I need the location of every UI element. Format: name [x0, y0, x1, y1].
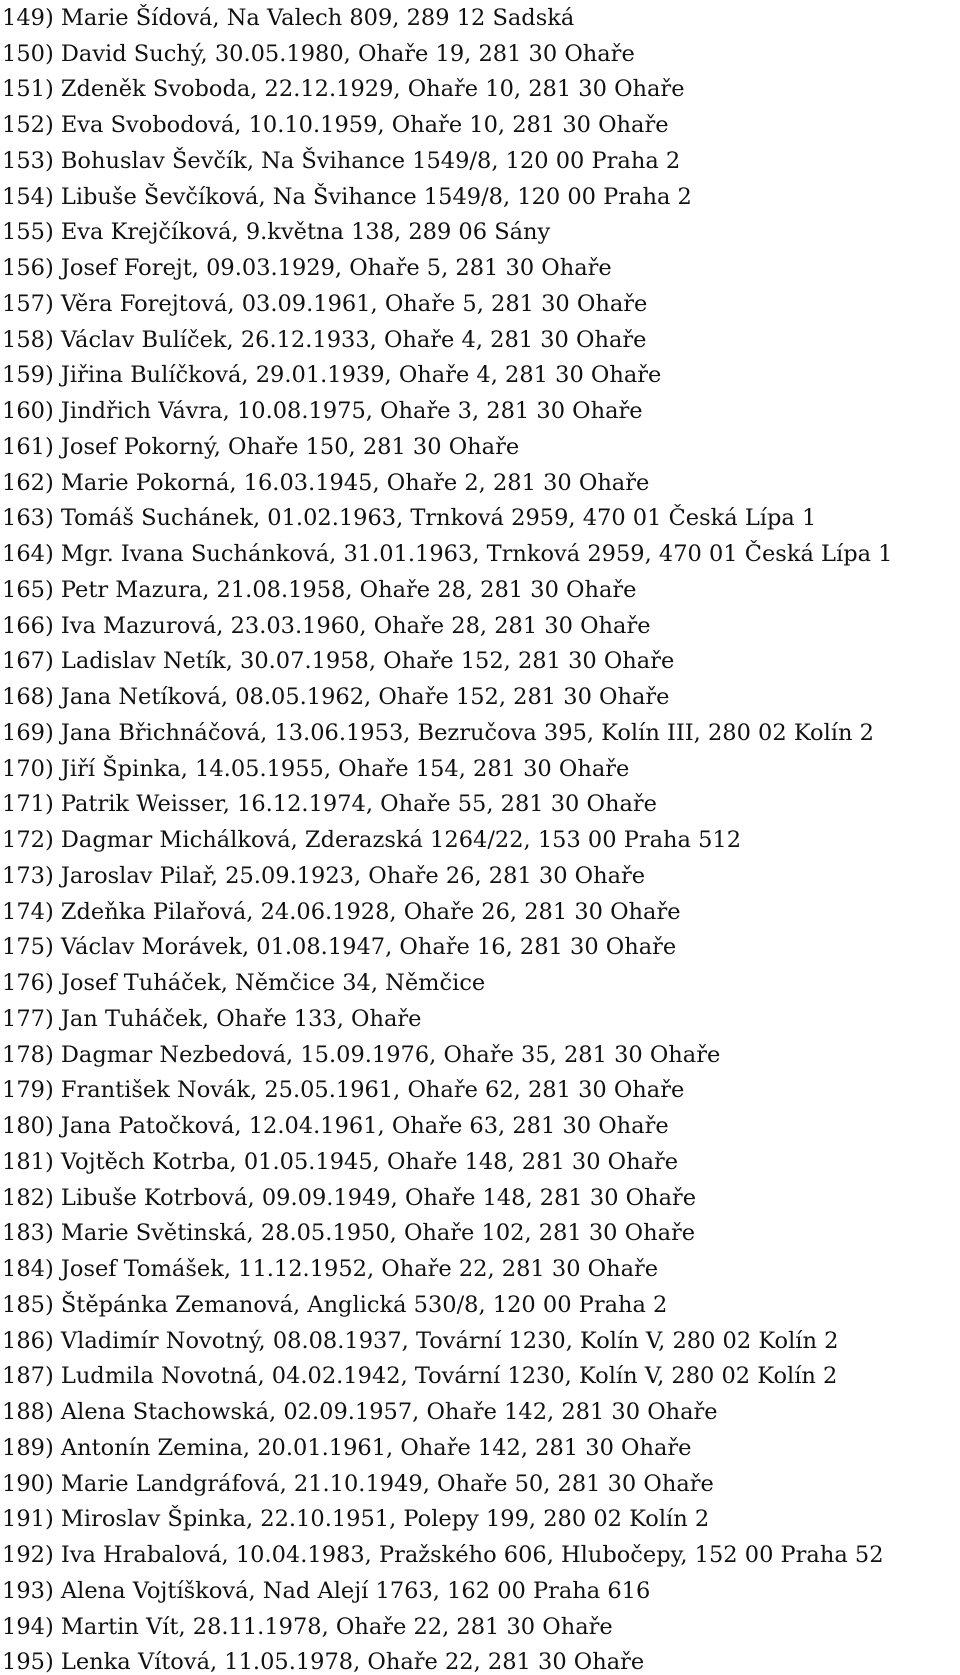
list-item: 181) Vojtěch Kotrba, 01.05.1945, Ohaře 148, 281 30 Ohaře: [2, 1148, 679, 1175]
list-item: 191) Miroslav Špinka, 22.10.1951, Polepy 199, 280 02 Kolín 2: [2, 1506, 710, 1533]
list-item: 184) Josef Tomášek, 11.12.1952, Ohaře 22, 281 30 Ohaře: [2, 1256, 659, 1283]
list-item: 187) Ludmila Novotná, 04.02.1942, Tovární 1230, Kolín V, 280 02 Kolín 2: [2, 1363, 838, 1390]
list-item: 156) Josef Forejt, 09.03.1929, Ohaře 5, 281 30 Ohaře: [2, 255, 612, 282]
list-item: 150) David Suchý, 30.05.1980, Ohaře 19, 281 30 Ohaře: [2, 40, 635, 67]
list-item: 192) Iva Hrabalová, 10.04.1983, Pražského 606, Hlubočepy, 152 00 Praha 52: [2, 1542, 884, 1569]
list-item: 176) Josef Tuháček, Němčice 34, Němčice: [2, 970, 486, 997]
list-item: 174) Zdeňka Pilařová, 24.06.1928, Ohaře 26, 281 30 Ohaře: [2, 898, 681, 925]
list-item: 190) Marie Landgráfová, 21.10.1949, Ohaře 50, 281 30 Ohaře: [2, 1470, 714, 1497]
list-item: 152) Eva Svobodová, 10.10.1959, Ohaře 10, 281 30 Ohaře: [2, 112, 669, 139]
list-item: 165) Petr Mazura, 21.08.1958, Ohaře 28, 281 30 Ohaře: [2, 576, 637, 603]
list-item: 159) Jiřina Bulíčková, 29.01.1939, Ohaře 4, 281 30 Ohaře: [2, 362, 662, 389]
list-item: 168) Jana Netíková, 08.05.1962, Ohaře 152, 281 30 Ohaře: [2, 684, 670, 711]
list-item: 151) Zdeněk Svoboda, 22.12.1929, Ohaře 10, 281 30 Ohaře: [2, 76, 685, 103]
list-item: 180) Jana Patočková, 12.04.1961, Ohaře 63, 281 30 Ohaře: [2, 1113, 669, 1140]
list-item: 173) Jaroslav Pilař, 25.09.1923, Ohaře 26, 281 30 Ohaře: [2, 862, 646, 889]
list-item: 195) Lenka Vítová, 11.05.1978, Ohaře 22, 281 30 Ohaře: [2, 1649, 645, 1675]
list-item: 155) Eva Krejčíková, 9.května 138, 289 06 Sány: [2, 219, 551, 246]
list-item: 158) Václav Bulíček, 26.12.1933, Ohaře 4, 281 30 Ohaře: [2, 326, 647, 353]
list-item: 193) Alena Vojtíšková, Nad Alejí 1763, 162 00 Praha 616: [2, 1577, 651, 1604]
list-item: 164) Mgr. Ivana Suchánková, 31.01.1963, Trnková 2959, 470 01 Česká Lípa 1: [2, 541, 893, 568]
list-item: 163) Tomáš Suchánek, 01.02.1963, Trnková 2959, 470 01 Česká Lípa 1: [2, 505, 817, 532]
list-item: 178) Dagmar Nezbedová, 15.09.1976, Ohaře 35, 281 30 Ohaře: [2, 1041, 721, 1068]
list-item: 182) Libuše Kotrbová, 09.09.1949, Ohaře 148, 281 30 Ohaře: [2, 1184, 697, 1211]
list-item: 157) Věra Forejtová, 03.09.1961, Ohaře 5, 281 30 Ohaře: [2, 290, 648, 317]
list-item: 175) Václav Morávek, 01.08.1947, Ohaře 16, 281 30 Ohaře: [2, 934, 677, 961]
list-item: 162) Marie Pokorná, 16.03.1945, Ohaře 2, 281 30 Ohaře: [2, 469, 650, 496]
list-item: 194) Martin Vít, 28.11.1978, Ohaře 22, 281 30 Ohaře: [2, 1613, 613, 1640]
list-item: 161) Josef Pokorný, Ohaře 150, 281 30 Ohaře: [2, 433, 520, 460]
list-item: 170) Jiří Špinka, 14.05.1955, Ohaře 154, 281 30 Ohaře: [2, 755, 630, 782]
list-item: 171) Patrik Weisser, 16.12.1974, Ohaře 55, 281 30 Ohaře: [2, 791, 657, 818]
list-item: 166) Iva Mazurová, 23.03.1960, Ohaře 28, 281 30 Ohaře: [2, 612, 651, 639]
list-item: 183) Marie Světinská, 28.05.1950, Ohaře 102, 281 30 Ohaře: [2, 1220, 696, 1247]
list-item: 177) Jan Tuháček, Ohaře 133, Ohaře: [2, 1005, 422, 1032]
list-item: 149) Marie Šídová, Na Valech 809, 289 12 Sadská: [2, 4, 575, 31]
list-item: 186) Vladimír Novotný, 08.08.1937, Tovární 1230, Kolín V, 280 02 Kolín 2: [2, 1327, 839, 1354]
list-item: 154) Libuše Ševčíková, Na Švihance 1549/8, 120 00 Praha 2: [2, 183, 692, 210]
list-item: 189) Antonín Zemina, 20.01.1961, Ohaře 142, 281 30 Ohaře: [2, 1434, 692, 1461]
list-item: 167) Ladislav Netík, 30.07.1958, Ohaře 152, 281 30 Ohaře: [2, 648, 675, 675]
list-item: 179) František Novák, 25.05.1961, Ohaře 62, 281 30 Ohaře: [2, 1077, 685, 1104]
list-item: 169) Jana Břichnáčová, 13.06.1953, Bezručova 395, Kolín III, 280 02 Kolín 2: [2, 719, 874, 746]
list-item: 172) Dagmar Michálková, Zderazská 1264/22, 153 00 Praha 512: [2, 827, 742, 854]
list-item: 188) Alena Stachowská, 02.09.1957, Ohaře 142, 281 30 Ohaře: [2, 1399, 718, 1426]
list-item: 160) Jindřich Vávra, 10.08.1975, Ohaře 3, 281 30 Ohaře: [2, 398, 643, 425]
list-item: 185) Štěpánka Zemanová, Anglická 530/8, 120 00 Praha 2: [2, 1291, 668, 1318]
list-item: 153) Bohuslav Ševčík, Na Švihance 1549/8, 120 00 Praha 2: [2, 147, 681, 174]
